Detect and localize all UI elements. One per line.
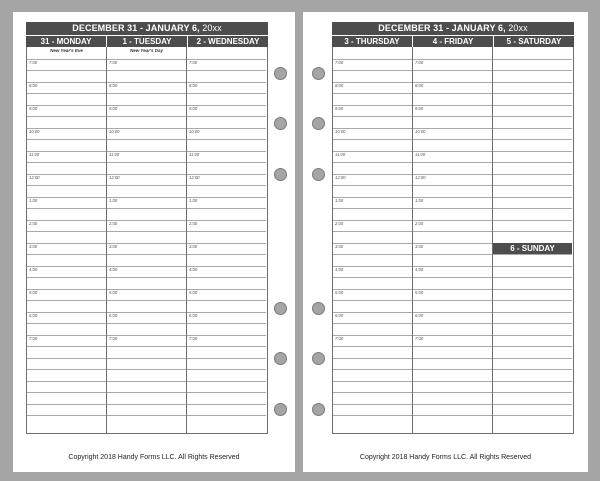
write-line <box>187 266 266 267</box>
write-line <box>27 105 106 106</box>
write-line <box>413 335 492 336</box>
write-line <box>107 358 186 359</box>
write-line <box>493 220 572 221</box>
time-label: 10:00 <box>335 129 346 134</box>
left-day-column-0[interactable] <box>27 47 107 433</box>
time-label: 6:00 <box>415 313 424 318</box>
time-label: 10:00 <box>415 129 426 134</box>
write-line <box>493 208 572 209</box>
write-line <box>493 82 572 83</box>
write-line <box>333 404 412 405</box>
write-line <box>27 392 106 393</box>
write-line <box>27 243 106 244</box>
time-label: 2:00 <box>335 221 344 226</box>
write-line <box>493 197 572 198</box>
write-line <box>27 116 106 117</box>
write-line <box>187 185 266 186</box>
write-line <box>333 162 412 163</box>
write-line <box>27 369 106 370</box>
write-line <box>333 312 412 313</box>
binder-hole-icon <box>274 67 287 80</box>
write-line <box>27 185 106 186</box>
write-line <box>27 162 106 163</box>
time-label: 7:00 <box>189 336 198 341</box>
title-range: DECEMBER 31 - JANUARY 6, <box>72 23 200 33</box>
write-line <box>187 392 266 393</box>
write-line <box>187 116 266 117</box>
right-day-header-1: 4 - FRIDAY <box>413 36 493 47</box>
binder-hole-icon <box>312 352 325 365</box>
time-label: 12:00 <box>29 175 40 180</box>
time-label: 7:00 <box>109 336 118 341</box>
holiday-note: New Year's Eve <box>50 48 83 53</box>
write-line <box>107 392 186 393</box>
write-line <box>493 323 572 324</box>
write-line <box>187 70 266 71</box>
write-line <box>107 231 186 232</box>
write-line <box>27 323 106 324</box>
write-line <box>493 105 572 106</box>
time-label: 7:00 <box>415 60 424 65</box>
time-label: 7:00 <box>189 60 198 65</box>
time-label: 10:00 <box>189 129 200 134</box>
write-line <box>187 197 266 198</box>
write-line <box>333 220 412 221</box>
write-line <box>187 243 266 244</box>
time-label: 5:00 <box>335 290 344 295</box>
write-line <box>413 404 492 405</box>
write-line <box>333 93 412 94</box>
write-line <box>187 82 266 83</box>
time-label: 9:00 <box>335 106 344 111</box>
time-label: 9:00 <box>109 106 118 111</box>
write-line <box>187 404 266 405</box>
time-label: 7:00 <box>29 60 38 65</box>
time-label: 7:00 <box>335 60 344 65</box>
write-line <box>27 59 106 60</box>
time-label: 7:00 <box>415 336 424 341</box>
time-label: 10:00 <box>109 129 120 134</box>
write-line <box>107 266 186 267</box>
left-sheet <box>26 22 268 434</box>
write-line <box>187 277 266 278</box>
write-line <box>187 358 266 359</box>
write-line <box>107 70 186 71</box>
write-line <box>107 93 186 94</box>
write-line <box>493 346 572 347</box>
write-line <box>413 346 492 347</box>
time-label: 4:00 <box>109 267 118 272</box>
write-line <box>333 289 412 290</box>
write-line <box>27 312 106 313</box>
write-line <box>493 277 572 278</box>
time-label: 2:00 <box>29 221 38 226</box>
write-line <box>27 82 106 83</box>
left-day-header-1: 1 - TUESDAY <box>107 36 187 47</box>
right-day-header-0: 3 - THURSDAY <box>332 36 412 47</box>
title-range: DECEMBER 31 - JANUARY 6, <box>378 23 506 33</box>
time-label: 9:00 <box>415 106 424 111</box>
copyright-right: Copyright 2018 Handy Forms LLC. All Rights Reserved <box>359 454 532 461</box>
left-day-column-1[interactable] <box>107 47 187 433</box>
left-planner-grid <box>26 47 268 434</box>
sunday-header: 6 - SUNDAY <box>493 243 572 254</box>
write-line <box>493 185 572 186</box>
write-line <box>333 231 412 232</box>
write-line <box>187 312 266 313</box>
write-line <box>107 116 186 117</box>
time-label: 4:00 <box>29 267 38 272</box>
write-line <box>493 231 572 232</box>
write-line <box>493 404 572 405</box>
time-label: 4:00 <box>189 267 198 272</box>
time-label: 3:00 <box>335 244 344 249</box>
time-label: 5:00 <box>189 290 198 295</box>
write-line <box>333 323 412 324</box>
write-line <box>413 266 492 267</box>
write-line <box>413 254 492 255</box>
write-line <box>27 139 106 140</box>
write-line <box>333 369 412 370</box>
write-line <box>107 346 186 347</box>
write-line <box>493 116 572 117</box>
time-label: 6:00 <box>29 313 38 318</box>
write-line <box>187 346 266 347</box>
write-line <box>333 243 412 244</box>
write-line <box>27 93 106 94</box>
write-line <box>333 197 412 198</box>
write-line <box>493 162 572 163</box>
write-line <box>413 93 492 94</box>
write-line <box>493 128 572 129</box>
write-line <box>187 300 266 301</box>
write-line <box>493 93 572 94</box>
write-line <box>333 277 412 278</box>
write-line <box>107 208 186 209</box>
write-line <box>187 139 266 140</box>
write-line <box>413 185 492 186</box>
write-line <box>107 59 186 60</box>
binder-hole-icon <box>312 302 325 315</box>
time-label: 11:00 <box>109 152 120 157</box>
write-line <box>333 70 412 71</box>
right-day-headers <box>332 36 574 47</box>
write-line <box>333 139 412 140</box>
write-line <box>27 415 106 416</box>
binder-hole-icon <box>274 168 287 181</box>
write-line <box>493 369 572 370</box>
write-line <box>413 82 492 83</box>
write-line <box>107 404 186 405</box>
time-label: 5:00 <box>415 290 424 295</box>
left-day-header-0: 31 - MONDAY <box>26 36 106 47</box>
time-label: 1:00 <box>29 198 38 203</box>
write-line <box>187 381 266 382</box>
write-line <box>333 59 412 60</box>
write-line <box>107 312 186 313</box>
write-line <box>27 300 106 301</box>
write-line <box>187 369 266 370</box>
right-day-column-2[interactable] <box>493 47 572 433</box>
time-label: 6:00 <box>109 313 118 318</box>
write-line <box>187 335 266 336</box>
write-line <box>413 289 492 290</box>
write-line <box>27 266 106 267</box>
write-line <box>413 162 492 163</box>
write-line <box>187 254 266 255</box>
time-label: 10:00 <box>29 129 40 134</box>
write-line <box>413 277 492 278</box>
write-line <box>107 300 186 301</box>
write-line <box>27 277 106 278</box>
left-day-header-2: 2 - WEDNESDAY <box>188 36 268 47</box>
left-day-headers <box>26 36 268 47</box>
right-planner-grid <box>332 47 574 434</box>
time-label: 12:00 <box>335 175 346 180</box>
write-line <box>107 415 186 416</box>
write-line <box>413 369 492 370</box>
write-line <box>333 82 412 83</box>
time-label: 6:00 <box>335 313 344 318</box>
write-line <box>107 162 186 163</box>
time-label: 7:00 <box>335 336 344 341</box>
time-label: 8:00 <box>189 83 198 88</box>
right-day-header-2: 5 - SATURDAY <box>494 36 574 47</box>
write-line <box>107 323 186 324</box>
write-line <box>187 93 266 94</box>
write-line <box>413 208 492 209</box>
write-line <box>107 289 186 290</box>
time-label: 3:00 <box>189 244 198 249</box>
time-label: 8:00 <box>29 83 38 88</box>
write-line <box>107 197 186 198</box>
write-line <box>333 346 412 347</box>
time-label: 8:00 <box>109 83 118 88</box>
write-line <box>333 335 412 336</box>
title-year: 20xx <box>505 23 528 33</box>
write-line <box>107 277 186 278</box>
time-label: 3:00 <box>29 244 38 249</box>
write-line <box>493 59 572 60</box>
time-label: 2:00 <box>189 221 198 226</box>
write-line <box>333 392 412 393</box>
left-day-column-2[interactable] <box>187 47 266 433</box>
write-line <box>413 231 492 232</box>
write-line <box>413 300 492 301</box>
write-line <box>27 346 106 347</box>
write-line <box>107 369 186 370</box>
write-line <box>493 70 572 71</box>
write-line <box>107 335 186 336</box>
write-line <box>333 208 412 209</box>
time-label: 3:00 <box>415 244 424 249</box>
binder-hole-icon <box>274 117 287 130</box>
time-label: 2:00 <box>109 221 118 226</box>
time-label: 8:00 <box>415 83 424 88</box>
binder-hole-icon <box>274 302 287 315</box>
write-line <box>187 231 266 232</box>
time-label: 3:00 <box>109 244 118 249</box>
write-line <box>493 254 572 255</box>
write-line <box>27 335 106 336</box>
title-year: 20xx <box>199 23 222 33</box>
write-line <box>333 254 412 255</box>
time-label: 1:00 <box>189 198 198 203</box>
write-line <box>187 59 266 60</box>
write-line <box>187 415 266 416</box>
write-line <box>493 174 572 175</box>
write-line <box>413 312 492 313</box>
write-line <box>493 381 572 382</box>
right-day-column-0[interactable] <box>333 47 413 433</box>
write-line <box>187 105 266 106</box>
time-label: 5:00 <box>109 290 118 295</box>
write-line <box>413 243 492 244</box>
spread-title-left <box>26 22 268 35</box>
holiday-note: New Year's Day <box>129 48 164 53</box>
write-line <box>413 70 492 71</box>
write-line <box>493 300 572 301</box>
write-line <box>413 220 492 221</box>
write-line <box>413 59 492 60</box>
time-label: 12:00 <box>189 175 200 180</box>
write-line <box>187 220 266 221</box>
write-line <box>413 323 492 324</box>
time-label: 11:00 <box>189 152 200 157</box>
write-line <box>107 243 186 244</box>
time-label: 5:00 <box>29 290 38 295</box>
write-line <box>27 70 106 71</box>
binder-hole-icon <box>312 168 325 181</box>
binder-hole-icon <box>312 117 325 130</box>
time-label: 12:00 <box>415 175 426 180</box>
time-label: 8:00 <box>335 83 344 88</box>
write-line <box>107 139 186 140</box>
write-line <box>107 220 186 221</box>
time-label: 11:00 <box>415 152 426 157</box>
binder-hole-icon <box>312 67 325 80</box>
time-label: 7:00 <box>29 336 38 341</box>
right-page <box>303 12 588 472</box>
write-line <box>493 415 572 416</box>
copyright-left: Copyright 2018 Handy Forms LLC. All Rights Reserved <box>68 454 240 461</box>
write-line <box>187 289 266 290</box>
write-line <box>493 335 572 336</box>
left-page <box>13 12 295 472</box>
write-line <box>413 116 492 117</box>
binder-hole-icon <box>274 352 287 365</box>
write-line <box>27 358 106 359</box>
write-line <box>333 381 412 382</box>
write-line <box>493 151 572 152</box>
time-label: 12:00 <box>109 175 120 180</box>
write-line <box>413 197 492 198</box>
write-line <box>493 139 572 140</box>
write-line <box>27 197 106 198</box>
write-line <box>27 231 106 232</box>
time-label: 7:00 <box>109 60 118 65</box>
write-line <box>27 254 106 255</box>
write-line <box>413 392 492 393</box>
write-line <box>493 266 572 267</box>
time-label: 1:00 <box>109 198 118 203</box>
write-line <box>27 381 106 382</box>
spread-title-right <box>332 22 574 35</box>
write-line <box>493 312 572 313</box>
write-line <box>413 415 492 416</box>
write-line <box>187 323 266 324</box>
write-line <box>333 116 412 117</box>
write-line <box>413 358 492 359</box>
write-line <box>107 185 186 186</box>
binder-hole-icon <box>312 403 325 416</box>
time-label: 2:00 <box>415 221 424 226</box>
right-sheet <box>332 22 574 434</box>
write-line <box>107 381 186 382</box>
time-label: 1:00 <box>335 198 344 203</box>
write-line <box>333 415 412 416</box>
write-line <box>333 266 412 267</box>
write-line <box>413 105 492 106</box>
write-line <box>107 105 186 106</box>
time-label: 4:00 <box>415 267 424 272</box>
right-day-column-1[interactable] <box>413 47 493 433</box>
write-line <box>27 404 106 405</box>
time-label: 6:00 <box>189 313 198 318</box>
write-line <box>493 358 572 359</box>
time-label: 9:00 <box>29 106 38 111</box>
write-line <box>107 82 186 83</box>
write-line <box>333 105 412 106</box>
write-line <box>27 208 106 209</box>
write-line <box>333 300 412 301</box>
write-line <box>27 289 106 290</box>
write-line <box>413 139 492 140</box>
write-line <box>187 162 266 163</box>
write-line <box>333 185 412 186</box>
time-label: 9:00 <box>189 106 198 111</box>
write-line <box>493 392 572 393</box>
time-label: 1:00 <box>415 198 424 203</box>
write-line <box>413 381 492 382</box>
write-line <box>493 289 572 290</box>
time-label: 11:00 <box>335 152 346 157</box>
write-line <box>187 208 266 209</box>
time-label: 4:00 <box>335 267 344 272</box>
write-line <box>333 358 412 359</box>
binder-hole-icon <box>274 403 287 416</box>
time-label: 11:00 <box>29 152 40 157</box>
write-line <box>27 220 106 221</box>
write-line <box>107 254 186 255</box>
